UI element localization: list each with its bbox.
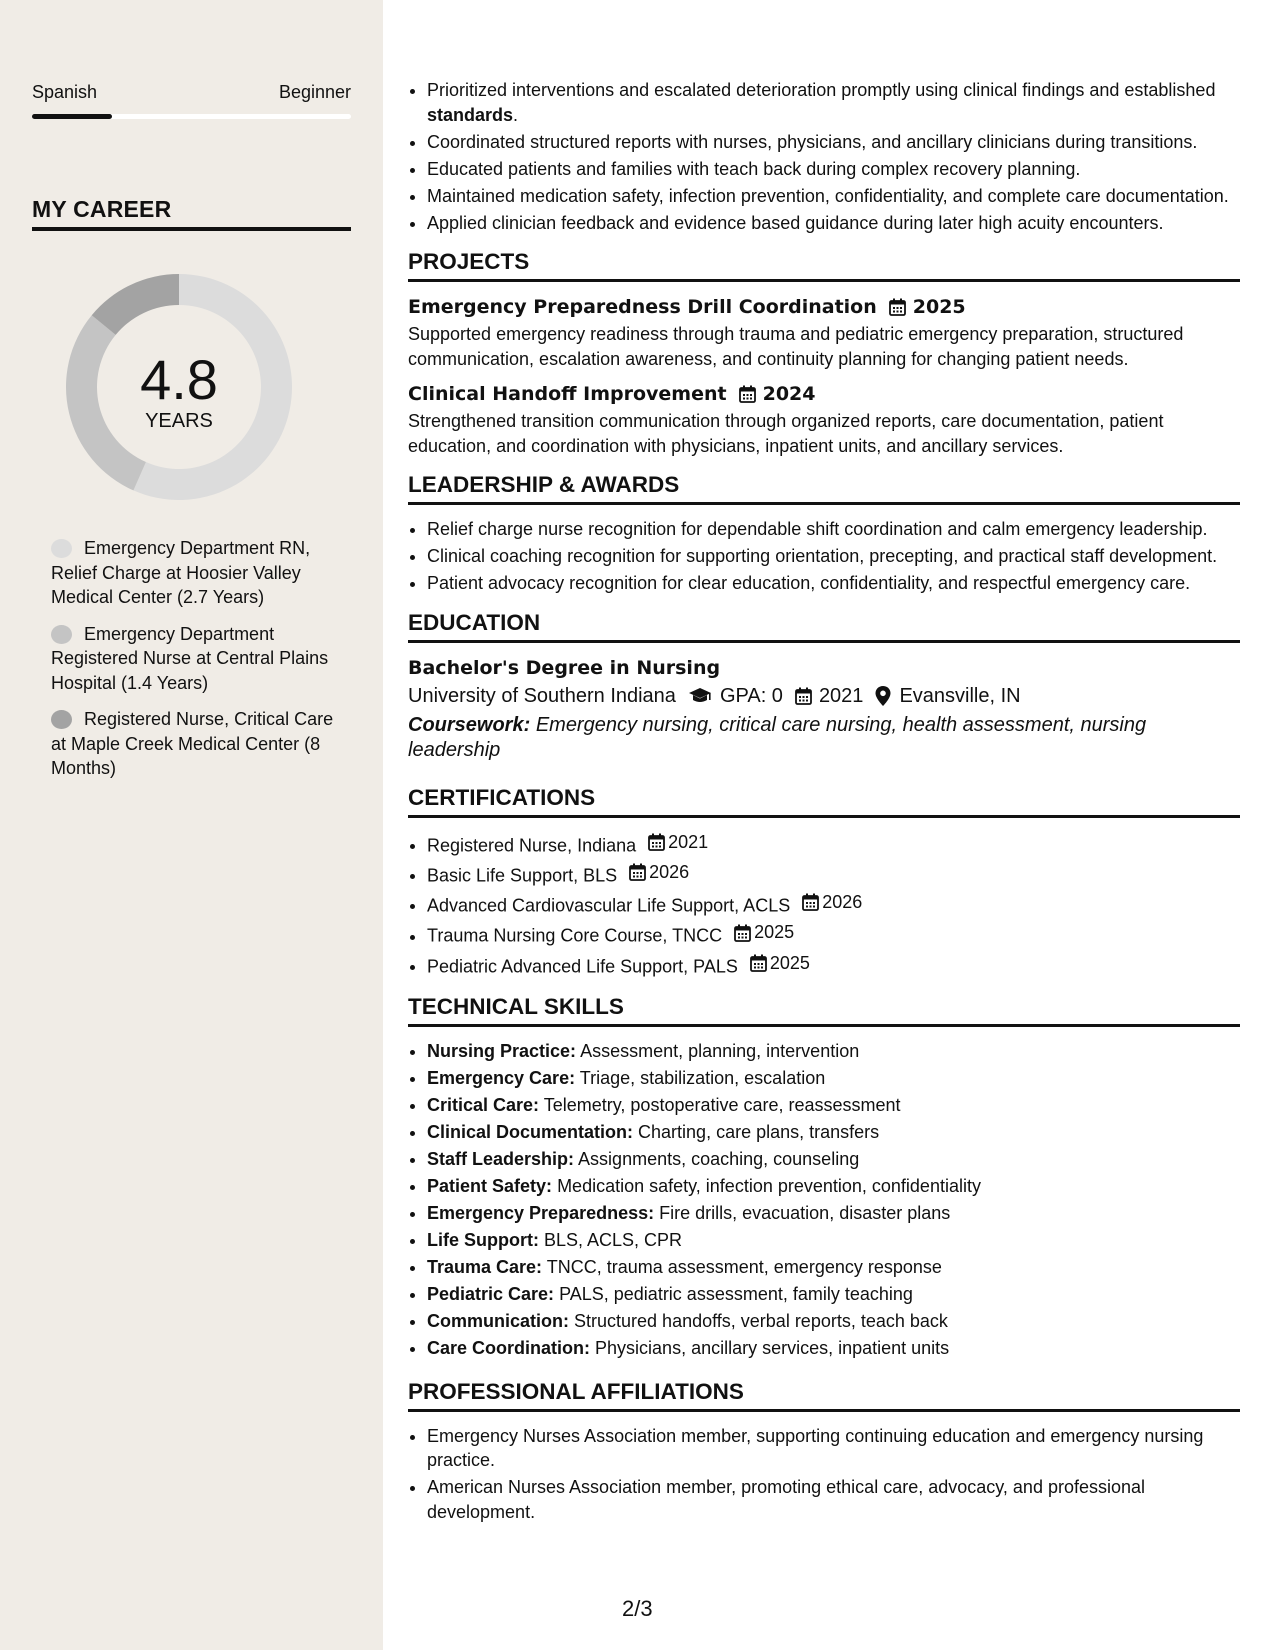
sidebar [0, 0, 383, 1650]
skill-value: Assessment, planning, intervention [580, 1041, 860, 1062]
skill-item [427, 1093, 1240, 1118]
skill-label: Nursing Practice: [427, 1041, 577, 1062]
skill-item [427, 1336, 1240, 1361]
skill-value: Medication safety, infection prevention, confidentiality [557, 1176, 981, 1197]
calendar-icon [648, 833, 665, 851]
project-description: Supported emergency readiness through trauma and pediatric emergency preparation, structured communication, escalation awareness, and continuity planning for changing patient needs. [408, 324, 1184, 369]
calendar-icon [629, 863, 646, 881]
language-row [32, 82, 351, 104]
skill-item [427, 1228, 1240, 1253]
language-proficiency-fill [32, 114, 112, 119]
career-legend-item [51, 707, 341, 781]
leadership-title: LEADERSHIP & AWARDS [408, 472, 1240, 505]
certification-year-group [802, 890, 862, 915]
education-gpa: GPA: 0 [719, 684, 783, 707]
skill-item [427, 1309, 1240, 1334]
experience-bullet-end: . [513, 104, 519, 125]
skill-label: Emergency Care: [427, 1068, 576, 1089]
skill-item [427, 1066, 1240, 1091]
skill-label: Critical Care: [427, 1095, 540, 1116]
education-gpa-group [688, 681, 783, 711]
certification-name: Advanced Cardiovascular Life Support, ACLS [427, 895, 791, 916]
project-description: Strengthened transition communication through organized reports, care documentation, patient education, and coordination with physicians, inpatient units, and ancillary services. [408, 411, 1164, 456]
calendar-icon [802, 893, 819, 911]
certification-name: Registered Nurse, Indiana [427, 834, 637, 855]
certification-year: 2026 [649, 861, 690, 882]
skills-list [408, 1039, 1240, 1361]
experience-bullet-text: Educated patients and families with teach back during complex recovery planning. [427, 158, 1081, 179]
education-meta [408, 681, 1240, 711]
certification-name: Trauma Nursing Core Course, TNCC [427, 925, 723, 946]
experience-bullets [408, 78, 1240, 235]
graduation-cap-icon [688, 687, 712, 705]
experience-bullet-text: Coordinated structured reports with nurses, physicians, and ancillary clinicians during transitions. [427, 131, 1198, 152]
skill-label: Clinical Documentation: [427, 1122, 634, 1143]
certification-item [427, 920, 1240, 948]
skill-value: Triage, stabilization, escalation [579, 1068, 826, 1089]
main-content [408, 78, 1240, 1527]
education-location: Evansville, IN [899, 684, 1021, 707]
certification-year-group [750, 951, 810, 976]
project-year-group [889, 294, 966, 320]
project-name: Emergency Preparedness Drill Coordination [408, 296, 877, 318]
education-year-group [795, 681, 864, 711]
experience-bullet-text: Applied clinician feedback and evidence based guidance during later high acuity encounters. [427, 212, 1164, 233]
skill-value: TNCC, trauma assessment, emergency response [546, 1257, 942, 1278]
experience-bullet [427, 130, 1240, 155]
language-name: Spanish [32, 82, 98, 102]
skill-label: Communication: [427, 1311, 569, 1332]
career-total-value: 4.8 [140, 348, 218, 411]
skill-item [427, 1201, 1240, 1226]
coursework-text: Emergency nursing, critical care nursing, health assessment, nursing leadership [408, 713, 1147, 761]
location-pin-icon [875, 686, 891, 706]
affiliation-item: • American Nurses Association member, promoting ethical care, advocacy, and professional development. [427, 1475, 1240, 1524]
career-role-label: Registered Nurse, Critical Care at Maple Creek Medical Center (8 Months) [51, 709, 334, 778]
skill-label: Staff Leadership: [427, 1149, 575, 1170]
legend-dot-icon [51, 539, 72, 558]
coursework-label: Coursework: [408, 713, 531, 736]
experience-bullet [427, 211, 1240, 236]
projects-list [408, 294, 1240, 458]
calendar-icon [750, 954, 767, 972]
certification-item [427, 890, 1240, 918]
experience-bullet-text: Maintained medication safety, infection prevention, confidentiality, and complete care documentation. [427, 185, 1229, 206]
career-section-title: MY CAREER [32, 196, 172, 222]
skill-value: Telemetry, postoperative care, reassessment [543, 1095, 901, 1116]
skills-title: TECHNICAL SKILLS [408, 994, 1240, 1027]
certification-year: 2021 [668, 831, 709, 852]
skill-item [427, 1147, 1240, 1172]
skill-item [427, 1174, 1240, 1199]
skill-item [427, 1039, 1240, 1064]
skill-label: Life Support: [427, 1230, 539, 1251]
skill-item [427, 1282, 1240, 1307]
skill-value: Charting, care plans, transfers [638, 1122, 880, 1143]
project-year-group [739, 381, 816, 407]
leadership-list [408, 517, 1240, 596]
skill-value: PALS, pediatric assessment, family teaching [559, 1284, 913, 1305]
certification-name: Pediatric Advanced Life Support, PALS [427, 955, 738, 976]
experience-bullet [427, 78, 1240, 127]
language-level: Beginner [278, 82, 351, 102]
certification-item [427, 830, 1240, 858]
career-total-unit: YEARS [145, 410, 213, 432]
project-name: Clinical Handoff Improvement [408, 383, 727, 405]
education-degree: Bachelor's Degree in Nursing [408, 656, 721, 679]
skill-label: Trauma Care: [427, 1257, 543, 1278]
skill-item [427, 1120, 1240, 1145]
projects-title: PROJECTS [408, 249, 1240, 282]
career-role-label: Emergency Department RN, Relief Charge at Hoosier Valley Medical Center (2.7 Years) [51, 538, 311, 607]
skill-label: Care Coordination: [427, 1338, 591, 1359]
project-header [408, 294, 1240, 320]
skill-value: Assignments, coaching, counseling [578, 1149, 860, 1170]
certification-year: 2026 [822, 892, 863, 912]
certification-year: 2025 [769, 952, 810, 973]
skill-value: Structured handoffs, verbal reports, teach back [574, 1311, 948, 1332]
career-legend-item [51, 536, 341, 610]
certification-year-group [629, 860, 689, 885]
education-school: University of Southern Indiana [408, 684, 676, 707]
certification-year-group [734, 920, 794, 945]
certification-item [427, 951, 1240, 979]
project-year: 2025 [912, 296, 966, 318]
skill-value: Fire drills, evacuation, disaster plans [659, 1203, 951, 1224]
skill-label: Patient Safety: [427, 1176, 553, 1197]
skill-label: Pediatric Care: [427, 1284, 555, 1305]
career-role-label: Emergency Department Registered Nurse at Central Plains Hospital (1.4 Years) [51, 623, 329, 693]
experience-bullet-text: Prioritized interventions and escalated deterioration promptly using clinical findings and established [427, 80, 1216, 100]
leadership-item: • Relief charge nurse recognition for dependable shift coordination and calm emergency leadership. [427, 517, 1240, 542]
calendar-icon [795, 687, 812, 705]
certification-year: 2025 [754, 922, 795, 943]
page-number: 2/3 [622, 1596, 653, 1621]
certification-name: Basic Life Support, BLS [427, 865, 618, 885]
career-legend [51, 536, 341, 793]
certification-year-group [648, 830, 708, 855]
leadership-item: • Patient advocacy recognition for clear education, confidentiality, and respectful emergency care. [427, 571, 1240, 596]
experience-bullet-emphasis: standards [427, 104, 514, 125]
calendar-icon [734, 924, 751, 942]
leadership-item: • Clinical coaching recognition for supporting orientation, precepting, and practical staff development. [427, 544, 1240, 569]
education-location-group [875, 681, 1020, 711]
skill-value: Physicians, ancillary services, inpatient units [595, 1338, 950, 1359]
calendar-icon [739, 385, 756, 403]
affiliations-title: PROFESSIONAL AFFILIATIONS [408, 1379, 1240, 1412]
certification-item [427, 860, 1240, 888]
legend-dot-icon [51, 625, 72, 644]
certifications-title: CERTIFICATIONS [408, 785, 1240, 818]
certifications-list [408, 830, 1240, 979]
affiliation-item: • Emergency Nurses Association member, supporting continuing education and emergency nursing practice. [427, 1424, 1240, 1473]
skill-label: Emergency Preparedness: [427, 1203, 655, 1224]
affiliations-list [408, 1424, 1240, 1525]
career-legend-item [51, 622, 341, 696]
skill-item [427, 1255, 1240, 1280]
experience-bullet [427, 157, 1240, 182]
education-coursework [408, 713, 1240, 763]
language-proficiency-bar [32, 114, 351, 119]
skill-value: BLS, ACLS, CPR [544, 1230, 683, 1251]
education-year: 2021 [818, 684, 864, 707]
project-year: 2024 [762, 383, 816, 405]
project-header [408, 381, 1240, 407]
calendar-icon [889, 298, 906, 316]
career-total [66, 274, 292, 500]
legend-dot-icon [51, 710, 72, 729]
career-divider [32, 227, 351, 231]
education-title: EDUCATION [408, 610, 1240, 643]
experience-bullet [427, 184, 1240, 209]
